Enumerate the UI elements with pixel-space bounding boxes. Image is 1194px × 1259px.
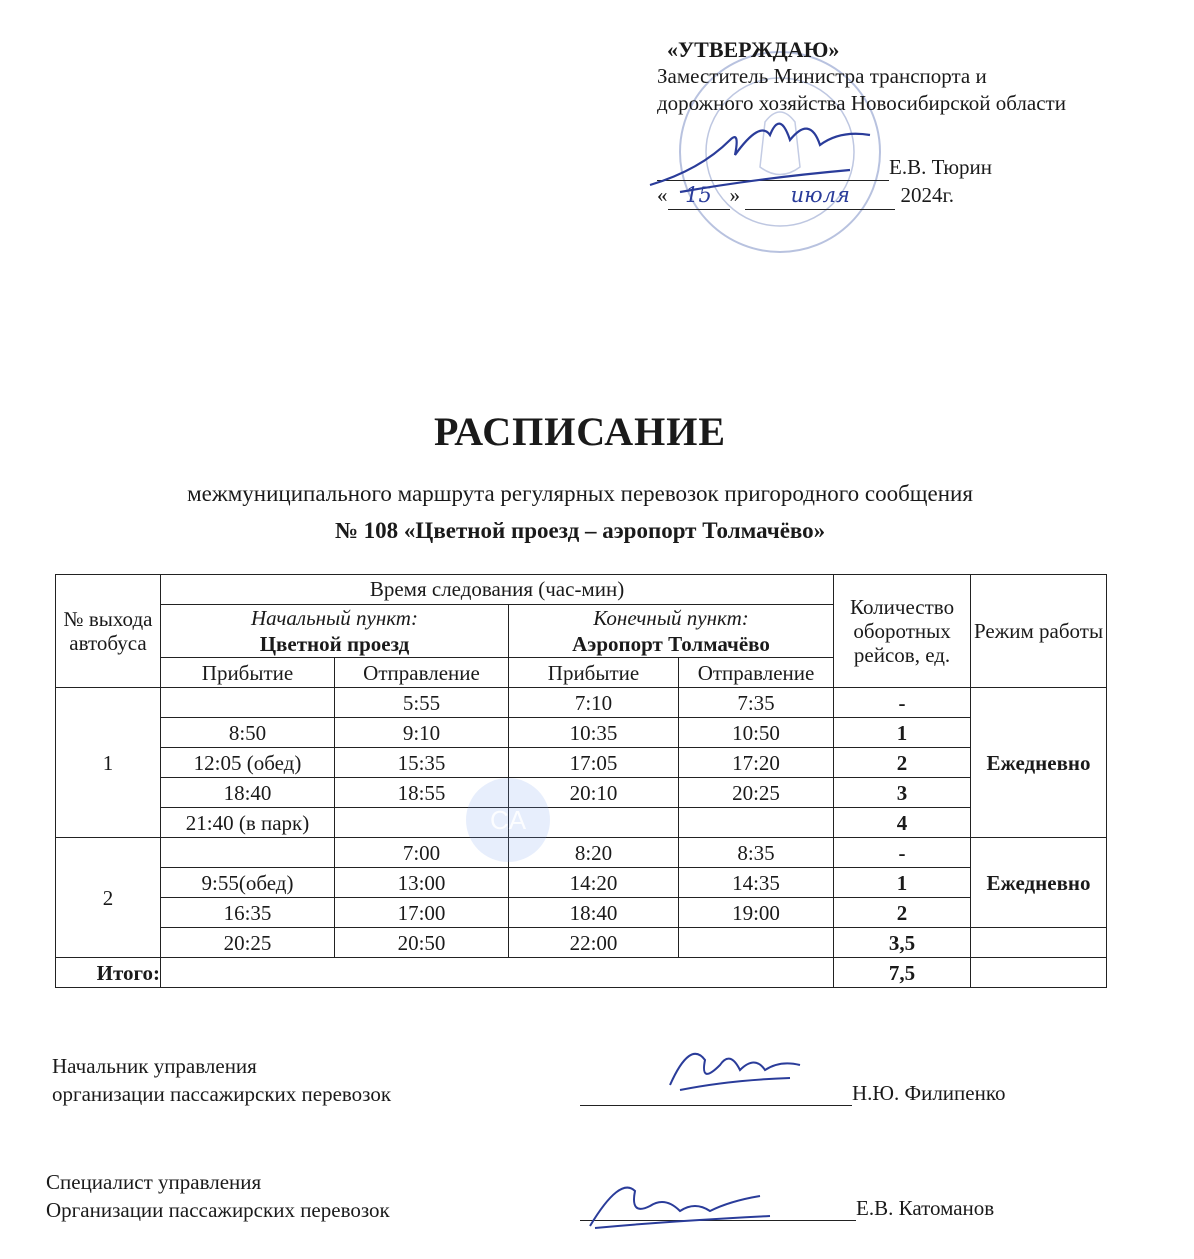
cell-departure-end: 20:25 (679, 778, 834, 808)
footer-person2 (46, 1168, 390, 1224)
total-label: Итого: (56, 958, 161, 988)
cell-departure-start: 15:35 (335, 748, 509, 778)
cell-departure-start: 18:55 (335, 778, 509, 808)
page-title: РАСПИСАНИЕ (433, 409, 726, 454)
cell-arrival-start (161, 838, 335, 868)
cell-departure-start: 13:00 (335, 868, 509, 898)
approval-signer: Е.В. Тюрин (889, 155, 993, 179)
cell-arrival-end: 22:00 (509, 928, 679, 958)
approval-signature-icon (640, 100, 900, 210)
cell-departure-end: 8:35 (679, 838, 834, 868)
table-row (56, 808, 1107, 838)
cell-trips: 4 (834, 808, 971, 838)
cell-departure-start: 9:10 (335, 718, 509, 748)
mode-empty-cell (971, 928, 1107, 958)
cell-departure-start: 20:50 (335, 928, 509, 958)
cell-departure-start: 5:55 (335, 688, 509, 718)
header-arrival-start: Прибытие (161, 658, 335, 688)
cell-departure-end (679, 928, 834, 958)
cell-arrival-end: 20:10 (509, 778, 679, 808)
table-row (56, 868, 1107, 898)
table-row (56, 838, 1107, 868)
cell-departure-end: 14:35 (679, 868, 834, 898)
table-row (56, 688, 1107, 718)
header-end-name: Аэропорт Толмачёво (572, 632, 770, 656)
cell-arrival-start: 12:05 (обед) (161, 748, 335, 778)
exit-number: 1 (56, 688, 161, 838)
header-departure-start: Отправление (335, 658, 509, 688)
header-end-point (509, 605, 834, 658)
footer-person2-line2: Организации пассажирских перевозок (46, 1198, 390, 1222)
cell-arrival-end: 8:20 (509, 838, 679, 868)
mode-cell: Ежедневно (971, 688, 1107, 838)
cell-departure-end (679, 808, 834, 838)
schedule-table (55, 574, 1107, 988)
date-day: 15 (668, 182, 730, 210)
subtitle: межмуниципального маршрута регулярных перевозок пригородного сообщения (187, 481, 973, 506)
cell-trips: - (834, 838, 971, 868)
header-start-point (161, 605, 509, 658)
cell-arrival-end: 17:05 (509, 748, 679, 778)
total-mode-empty (971, 958, 1107, 988)
footer-person1-line1: Начальник управления (52, 1054, 257, 1078)
cell-departure-end: 7:35 (679, 688, 834, 718)
approval-heading: «УТВЕРЖДАЮ» (667, 37, 840, 62)
footer-person2-line1: Специалист управления (46, 1170, 262, 1194)
total-value: 7,5 (834, 958, 971, 988)
cell-arrival-end: 7:10 (509, 688, 679, 718)
header-exit: № выхода автобуса (56, 575, 161, 688)
header-time: Время следования (час-мин) (161, 575, 834, 605)
table-row (56, 928, 1107, 958)
mode-cell: Ежедневно (971, 838, 1107, 928)
header-arrival-end: Прибытие (509, 658, 679, 688)
total-row (56, 958, 1107, 988)
cell-trips: 2 (834, 898, 971, 928)
table-row (56, 748, 1107, 778)
table-row (56, 778, 1107, 808)
cell-arrival-start: 16:35 (161, 898, 335, 928)
table-row (56, 718, 1107, 748)
header-start-label: Начальный пункт: (251, 606, 418, 630)
header-end-label: Конечный пункт: (593, 606, 749, 630)
footer-person2-name: Е.В. Катоманов (856, 1196, 995, 1220)
date-month: июля (745, 182, 895, 210)
cell-arrival-start: 21:40 (в парк) (161, 808, 335, 838)
route-name: № 108 «Цветной проезд – аэропорт Толмачёво» (334, 518, 826, 543)
cell-arrival-start: 8:50 (161, 718, 335, 748)
approval-position-line1: Заместитель Министра транспорта и (657, 64, 987, 88)
cell-departure-start: 17:00 (335, 898, 509, 928)
header-trips: Количество оборотных рейсов, ед. (834, 575, 971, 688)
cell-departure-end: 19:00 (679, 898, 834, 928)
header-start-name: Цветной проезд (259, 632, 410, 656)
cell-arrival-end: 10:35 (509, 718, 679, 748)
cell-departure-end: 10:50 (679, 718, 834, 748)
person1-signature-icon (660, 1030, 810, 1100)
cell-trips: 2 (834, 748, 971, 778)
footer-person1 (52, 1052, 391, 1108)
cell-arrival-end: 14:20 (509, 868, 679, 898)
date-year: 2024г. (900, 183, 954, 207)
cell-departure-end: 17:20 (679, 748, 834, 778)
watermark-badge: CA (466, 778, 550, 862)
date-close-quote: » (729, 183, 740, 207)
table-row (56, 898, 1107, 928)
cell-arrival-start: 18:40 (161, 778, 335, 808)
header-departure-end: Отправление (679, 658, 834, 688)
header-mode: Режим работы (971, 575, 1107, 688)
total-empty-cell (161, 958, 834, 988)
footer-person1-name: Н.Ю. Филипенко (852, 1081, 1006, 1105)
person2-signature-icon (580, 1166, 780, 1236)
cell-arrival-start (161, 688, 335, 718)
cell-arrival-start: 20:25 (161, 928, 335, 958)
approval-position-line2: дорожного хозяйства Новосибирской области (657, 91, 1066, 115)
cell-arrival-end: 18:40 (509, 898, 679, 928)
cell-trips: 1 (834, 718, 971, 748)
cell-trips: 1 (834, 868, 971, 898)
cell-trips: 3 (834, 778, 971, 808)
exit-number: 2 (56, 838, 161, 958)
cell-trips: - (834, 688, 971, 718)
cell-departure-start: 7:00 (335, 838, 509, 868)
cell-arrival-start: 9:55(обед) (161, 868, 335, 898)
footer-person1-line2: организации пассажирских перевозок (52, 1082, 392, 1106)
cell-trips: 3,5 (834, 928, 971, 958)
date-open-quote: « (657, 183, 668, 207)
